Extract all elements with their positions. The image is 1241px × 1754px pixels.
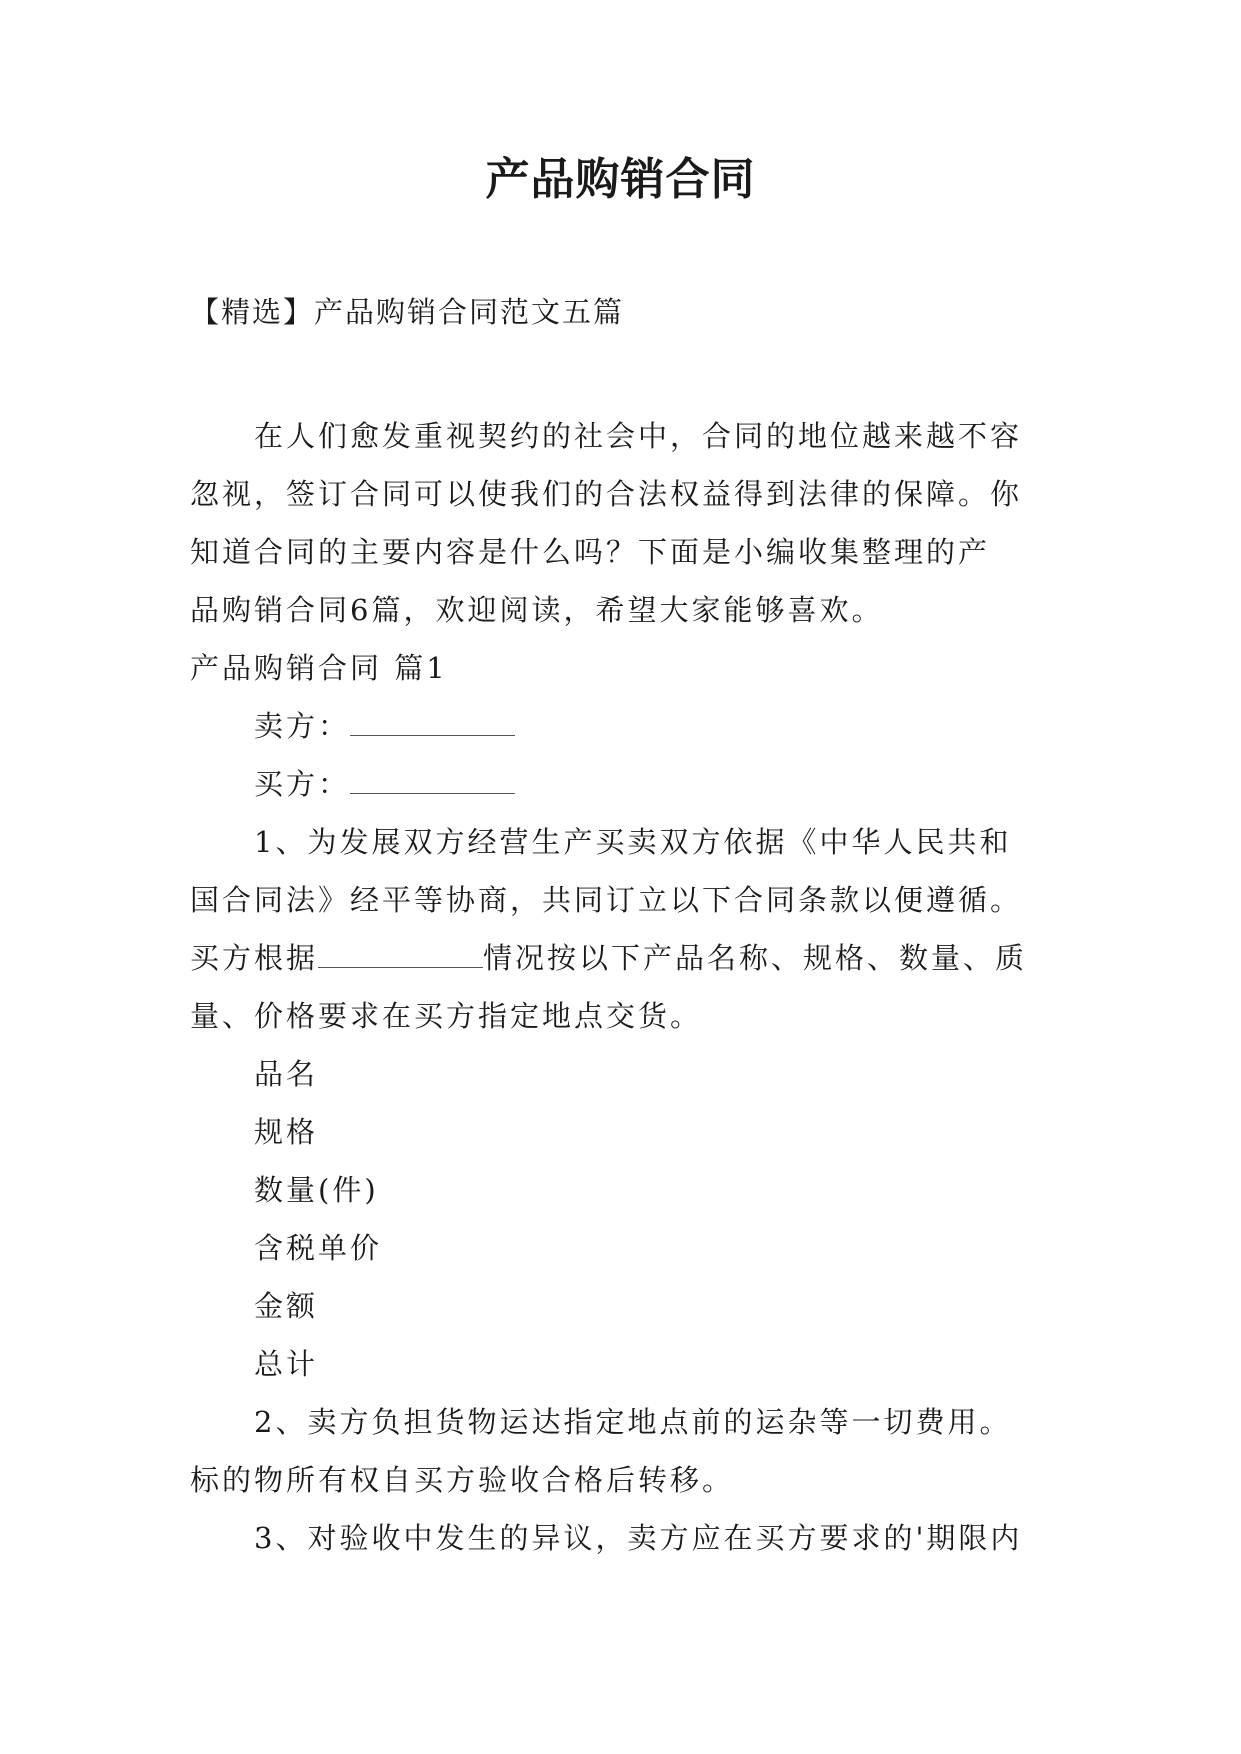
table-field-amount: 金额	[254, 1289, 319, 1323]
clause1-text-after-blank: 情况按以下产品名称、规格、数量、质	[483, 941, 1028, 975]
clause1-line: 1、为发展双方经营生产买卖双方依据《中华人民共和	[254, 825, 1012, 859]
seller-blank	[350, 705, 515, 736]
seller-line	[190, 697, 1080, 755]
buyer-label: 买方：	[254, 767, 351, 801]
table-field-unit-price: 含税单价	[254, 1231, 383, 1265]
table-field-spec: 规格	[254, 1115, 319, 1149]
document-body	[190, 407, 1080, 1567]
table-field-quantity: 数量(件)	[254, 1173, 379, 1207]
intro-line: 忽视，签订合同可以使我们的合法权益得到法律的保障。你	[190, 477, 1023, 511]
clause1-blank	[318, 937, 483, 968]
table-field-product-name: 品名	[254, 1057, 319, 1091]
intro-line: 品购销合同6篇，欢迎阅读，希望大家能够喜欢。	[190, 593, 884, 627]
intro-line: 知道合同的主要内容是什么吗？下面是小编收集整理的产	[190, 535, 991, 569]
document-subtitle: 【精选】产品购销合同范文五篇	[190, 295, 625, 329]
clause1-text-before-blank: 买方根据	[190, 941, 319, 975]
buyer-blank	[350, 763, 515, 794]
clause1-line: 国合同法》经平等协商，共同订立以下合同条款以便遵循。	[190, 883, 1023, 917]
table-field-total: 总计	[254, 1347, 319, 1381]
intro-line: 在人们愈发重视契约的社会中，合同的地位越来越不容	[254, 419, 1023, 453]
clause1-line: 量、价格要求在买方指定地点交货。	[190, 999, 703, 1033]
section-heading: 产品购销合同 篇1	[190, 651, 448, 685]
document-title: 产品购销合同	[485, 154, 756, 205]
clause3-line: 3、对验收中发生的异议，卖方应在买方要求的'期限内	[254, 1521, 1023, 1555]
clause2-line: 标的物所有权自买方验收合格后转移。	[190, 1463, 735, 1497]
clause1-line-with-blank	[190, 929, 1080, 987]
buyer-line	[190, 755, 1080, 813]
clause2-line: 2、卖方负担货物运达指定地点前的运杂等一切费用。	[254, 1405, 1012, 1439]
seller-label: 卖方：	[254, 709, 351, 743]
